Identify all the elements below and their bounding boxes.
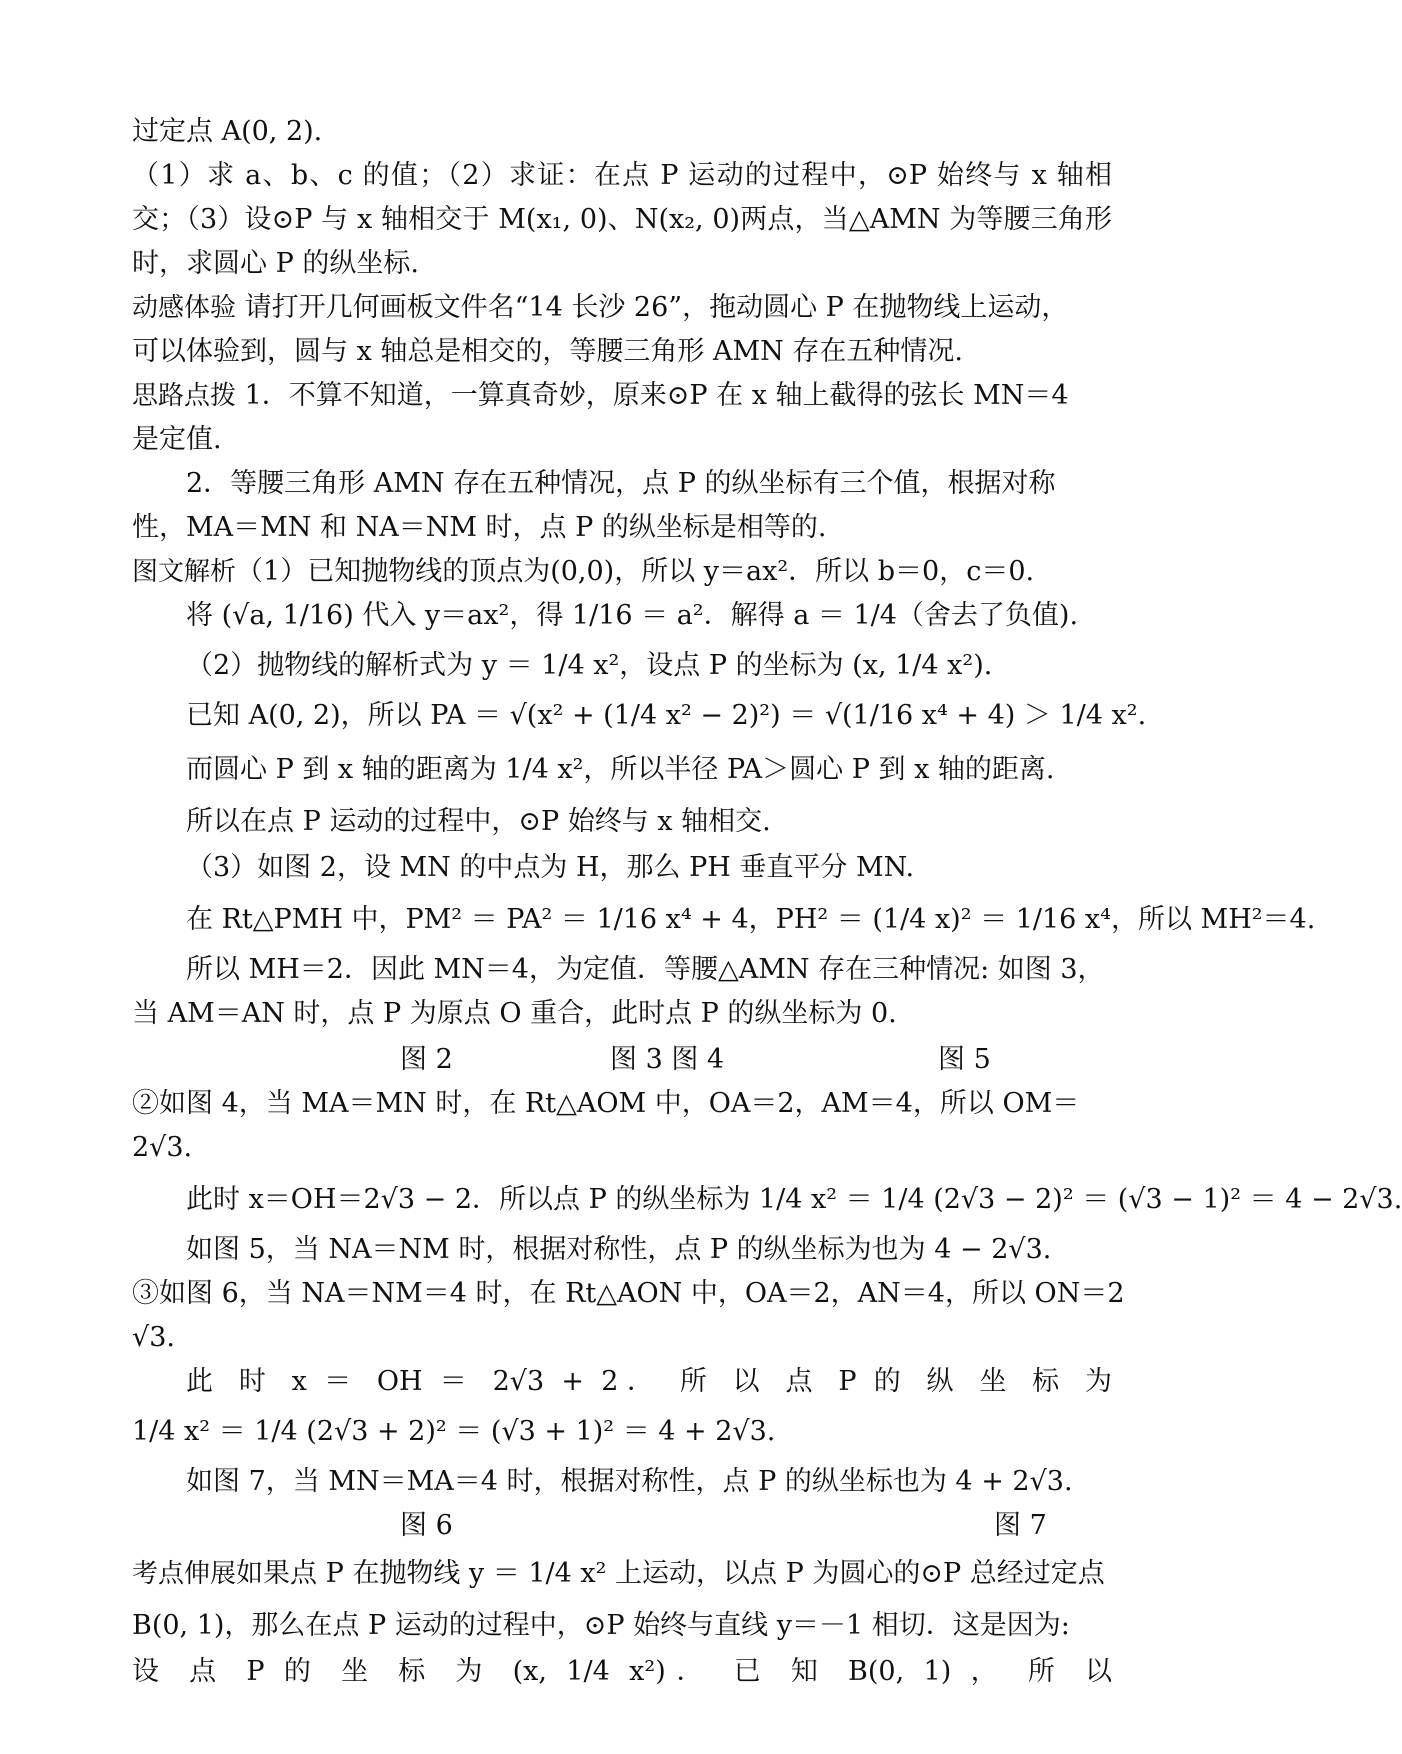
figure-caption: 图 5 — [938, 1044, 991, 1075]
text-line: 可以体验到，圆与 x 轴总是相交的，等腰三角形 AMN 存在五种情况. — [132, 336, 963, 367]
text-line: 所以 MH＝2．因此 MN＝4，为定值．等腰△AMN 存在三种情况: 如图 3， — [186, 954, 1105, 985]
text-line: 2．等腰三角形 AMN 存在五种情况，点 P 的纵坐标有三个值，根据对称 — [186, 468, 1056, 499]
figure-caption: 图 2 — [400, 1044, 453, 1075]
text-line: （1）求 a、b、c 的值；（2）求证：在点 P 运动的过程中，⊙P 始终与 x 轴相 — [132, 160, 1112, 191]
math-line: √3. — [132, 1322, 175, 1353]
math-line: 此时 x＝OH＝2√3 − 2．所以点 P 的纵坐标为 1/4 x² ＝ 1/4 (2√3 − 2)² ＝ (√3 − 1)² ＝ 4 − 2√3. — [186, 1184, 1402, 1215]
figure-captions — [132, 1504, 1112, 1548]
text-line: 考点伸展如果点 P 在抛物线 y ＝ 1/4 x² 上运动，以点 P 为圆心的⊙P 总经过定点 — [132, 1558, 1105, 1589]
math-line: 将 (√a, 1/16) 代入 y＝ax²，得 1/16 ＝ a²．解得 a ＝ 1/4（舍去了负值). — [186, 600, 1079, 631]
math-line: 如图 5，当 NA＝NM 时，根据对称性，点 P 的纵坐标为也为 4 − 2√3. — [186, 1234, 1052, 1265]
text-line: 交；（3）设⊙P 与 x 轴相交于 M(x₁, 0)、N(x₂, 0)两点，当△AMN 为等腰三角形 — [132, 204, 1112, 235]
math-line: 如图 7，当 MN＝MA＝4 时，根据对称性，点 P 的纵坐标也为 4 + 2√3. — [186, 1466, 1073, 1497]
math-line: 在 Rt△PMH 中，PM² ＝ PA² ＝ 1/16 x⁴ + 4，PH² ＝ (1/4 x)² ＝ 1/16 x⁴，所以 MH²＝4. — [186, 904, 1316, 935]
text-line: （3）如图 2，设 MN 的中点为 H，那么 PH 垂直平分 MN. — [186, 852, 915, 883]
text-line: 时，求圆心 P 的纵坐标. — [132, 248, 419, 279]
text-line: 动感体验 请打开几何画板文件名“14 长沙 26”，拖动圆心 P 在抛物线上运动， — [132, 292, 1069, 323]
math-line: 2√3. — [132, 1132, 193, 1163]
figure-caption: 图 3 图 4 — [610, 1044, 725, 1075]
text-line: 是定值. — [132, 424, 222, 455]
text-line: B(0, 1)，那么在点 P 运动的过程中，⊙P 始终与直线 y＝－1 相切．这是因为: — [132, 1610, 1070, 1641]
math-line: 而圆心 P 到 x 轴的距离为 1/4 x²，所以半径 PA＞圆心 P 到 x 轴的距离. — [186, 754, 1055, 785]
text-line: 当 AM＝AN 时，点 P 为原点 O 重合，此时点 P 的纵坐标为 0. — [132, 998, 897, 1029]
text-line: 性，MA＝MN 和 NA＝NM 时，点 P 的纵坐标是相等的. — [132, 512, 827, 543]
text-line: ②如图 4，当 MA＝MN 时，在 Rt△AOM 中，OA＝2，AM＝4，所以 OM＝ — [132, 1088, 1080, 1119]
math-line: 已知 A(0, 2)，所以 PA ＝ √(x² + (1/4 x² − 2)²) ＝ √(1/16 x⁴ + 4) ＞ 1/4 x². — [186, 700, 1147, 731]
figure-caption: 图 7 — [994, 1510, 1047, 1541]
text-line: ③如图 6，当 NA＝NM＝4 时，在 Rt△AON 中，OA＝2，AN＝4，所以 ON＝2 — [132, 1278, 1125, 1309]
section-heading: 考点伸展 — [132, 1559, 237, 1589]
math-line: 1/4 x² ＝ 1/4 (2√3 + 2)² ＝ (√3 + 1)² ＝ 4 + 2√3. — [132, 1416, 776, 1447]
text-line: 此 时 x ＝ OH ＝ 2√3 + 2． 所 以 点 P 的 纵 坐 标 为 — [186, 1366, 1112, 1397]
figure-captions — [132, 1038, 1112, 1082]
section-heading: 图文解析 — [132, 557, 237, 587]
text-line: 所以在点 P 运动的过程中，⊙P 始终与 x 轴相交. — [186, 806, 771, 837]
text-line: 过定点 A(0, 2). — [132, 116, 323, 147]
text-line: 图文解析（1）已知抛物线的顶点为(0,0)，所以 y＝ax²．所以 b＝0，c＝0. — [132, 556, 1035, 587]
math-line: （2）抛物线的解析式为 y ＝ 1/4 x²，设点 P 的坐标为 (x, 1/4 x²). — [186, 650, 993, 681]
text-line: 思路点拨 1．不算不知道，一算真奇妙，原来⊙P 在 x 轴上截得的弦长 MN＝4 — [132, 380, 1069, 411]
text-line: 设 点 P 的 坐 标 为 (x, 1/4 x²)． 已 知 B(0, 1) ， 所 以 — [132, 1656, 1112, 1687]
figure-caption: 图 6 — [400, 1510, 453, 1541]
section-heading: 思路点拨 — [132, 381, 237, 411]
section-heading: 动感体验 — [132, 293, 237, 323]
